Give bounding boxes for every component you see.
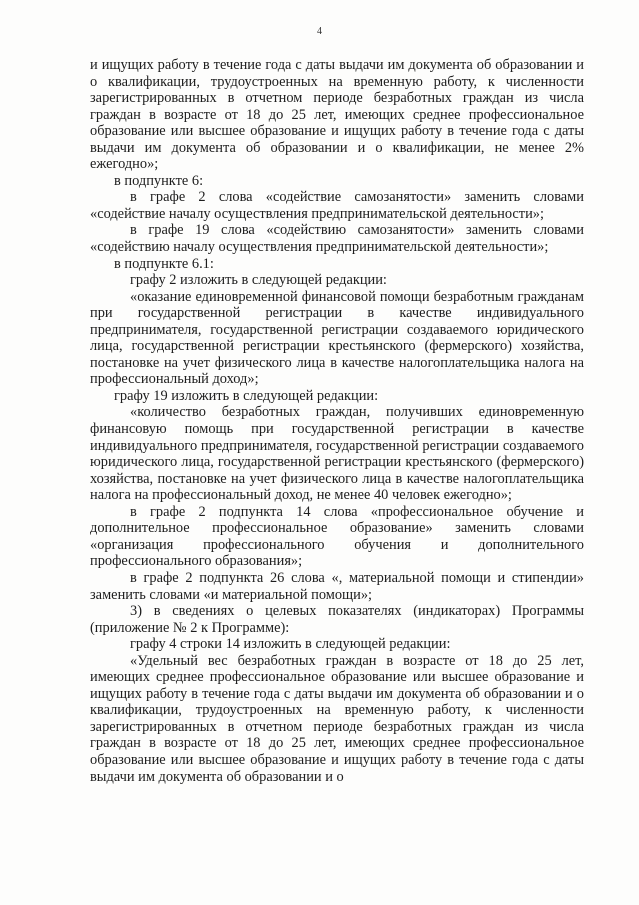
paragraph-column-2-replacement: в графе 2 слова «содействие самозанятости» заменить словами «содействие началу осуществления предпринимательской деятельности»;: [90, 189, 584, 222]
paragraph-subitem-6-1-heading: в подпункте 6.1:: [114, 255, 214, 272]
document-body: [90, 57, 584, 785]
paragraph-target-indicators: 3) в сведениях о целевых показателях (индикаторах) Программы (приложение № 2 к Программе):: [90, 603, 584, 636]
paragraph-column-2-wording: графу 2 изложить в следующей редакции:: [130, 272, 387, 289]
paragraph-continuation: и ищущих работу в течение года с даты выдачи им документа об образовании и о квалификации, трудоустроенных на временную работу, к численности зарегистрированных в отчетном периоде безработных граждан из числа граждан в возрасте от 18 до 25 лет, имеющих среднее профессиональное образование или высшее образование и ищущих работу в течение года с даты выдачи им документа об образовании и о квалификации, не менее 2% ежегодно»;: [90, 57, 584, 173]
paragraph-subitem-14-replacement: в графе 2 подпункта 14 слова «профессиональное обучение и дополнительное профессиональное образование» заменить словами «организация профессионального обучения и дополнительного профессионального образования»;: [90, 503, 584, 570]
paragraph-subitem-6-heading: в подпункте 6:: [114, 172, 204, 189]
paragraph-column-4-row-14-wording: графу 4 строки 14 изложить в следующей редакции:: [130, 636, 451, 653]
paragraph-subitem-26-replacement: в графе 2 подпункта 26 слова «, материальной помощи и стипендии» заменить словами «и материальной помощи»;: [90, 569, 584, 603]
page-number: 4: [317, 26, 322, 37]
paragraph-unemployed-count-quote: «количество безработных граждан, получивших единовременную финансовую помощь при государственной регистрации в качестве индивидуального предпринимателя, государственной регистрации создаваемого юридического лица, государственной регистрации крестьянского (фермерского) хозяйства, постановке на учет физического лица в качестве налогоплательщика налога на профессиональный доход, не менее 40 человек ежегодно»;: [90, 404, 584, 504]
paragraph-unemployed-share-quote: «Удельный вес безработных граждан в возрасте от 18 до 25 лет, имеющих среднее профессиональное образование или высшее образование и ищущих работу в течение года с даты выдачи им документа об образовании и о квалификации, трудоустроенных на временную работу, к численности зарегистрированных в отчетном периоде безработных граждан из числа граждан в возрасте от 18 до 25 лет, имеющих среднее профессиональное образование или высшее образование и ищущих работу в течение года с даты выдачи им документа об образовании и о: [90, 652, 584, 785]
paragraph-financial-assistance-quote: «оказание единовременной финансовой помощи безработным гражданам при государственной регистрации в качестве индивидуального предпринимателя, государственной регистрации создаваемого юридического лица, государственной регистрации крестьянского (фермерского) хозяйства, постановке на учет физического лица в качестве налогоплательщика налога на профессиональный доход»;: [90, 288, 584, 388]
paragraph-column-19-wording: графу 19 изложить в следующей редакции:: [114, 387, 379, 404]
paragraph-column-19-replacement: в графе 19 слова «содействию самозанятости» заменить словами «содействию началу осуществления предпринимательской деятельности»;: [90, 222, 584, 256]
